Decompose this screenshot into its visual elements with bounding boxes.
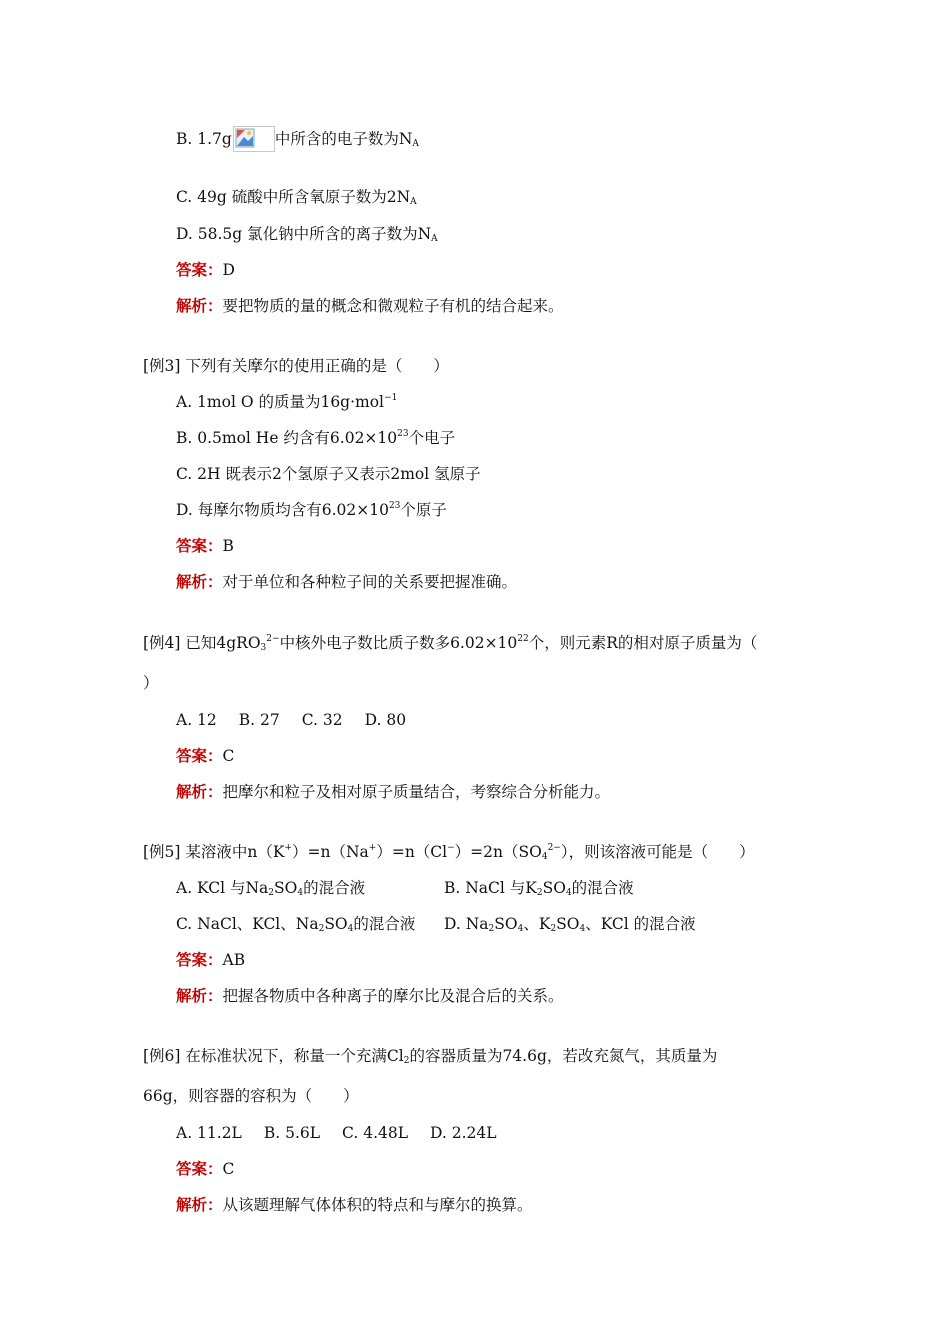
ex5-option-c: C. NaCl、KCl、$Na_2SO_4$的混合液 bbox=[176, 915, 416, 934]
ex6-analysis: 解析：从该题理解气体体积的特点和与摩尔的换算。 bbox=[176, 1195, 533, 1214]
ex6-stem-line2: 66g，则容器的容积为（ ） bbox=[143, 1087, 359, 1105]
ex3-stem: [例3] 下列有关摩尔的使用正确的是（ ） bbox=[143, 357, 449, 375]
ex5-options-row1 bbox=[176, 877, 876, 899]
ex3-option-a: A. 1mol O 的质量为16g·mol$^{-1}$ bbox=[176, 393, 398, 411]
ex5-option-b: B. NaCl 与$K_2SO_4$的混合液 bbox=[444, 879, 634, 898]
ex3-answer: 答案：B bbox=[176, 536, 234, 555]
ex3-option-c: C. 2H 既表示2个氢原子又表示2mol 氢原子 bbox=[176, 465, 481, 483]
ex5-stem: [例5] 某溶液中$n(K^+)=n(Na^+)=n(Cl^-)=2n(SO_4^{2-})$，则该溶液可能是（ ） bbox=[143, 843, 755, 862]
ex5-options-row2 bbox=[176, 913, 876, 935]
analysis-label: 解析： bbox=[176, 782, 223, 801]
ex3-option-d: D. 每摩尔物质均含有$6.02\times 10^{23}$个原子 bbox=[176, 501, 447, 519]
broken-image-icon bbox=[233, 126, 275, 152]
ex2-analysis: 解析：要把物质的量的概念和微观粒子有机的结合起来。 bbox=[176, 296, 564, 315]
answer-label: 答案： bbox=[176, 950, 223, 969]
analysis-label: 解析： bbox=[176, 986, 223, 1005]
answer-label: 答案： bbox=[176, 260, 223, 279]
answer-label: 答案： bbox=[176, 1159, 223, 1178]
ex2-option-c: C. 49g 硫酸中所含氧原子数为$2N_A$ bbox=[176, 188, 417, 207]
ex4-answer: 答案：C bbox=[176, 746, 235, 765]
ex3-analysis: 解析：对于单位和各种粒子间的关系要把握准确。 bbox=[176, 572, 518, 591]
ex5-analysis: 解析：把握各物质中各种离子的摩尔比及混合后的关系。 bbox=[176, 986, 564, 1005]
ex2-option-b: B. 1.7g 中所含的电子数为$N_A$ bbox=[176, 126, 419, 152]
ex5-answer: 答案：AB bbox=[176, 950, 246, 969]
ex2-answer: 答案：D bbox=[176, 260, 235, 279]
ex4-options: A. 12 B. 27 C. 32 D. 80 bbox=[176, 711, 407, 729]
ex5-option-d: D. $Na_2SO_4$、$K_2SO_4$、KCl 的混合液 bbox=[444, 915, 696, 934]
analysis-label: 解析： bbox=[176, 572, 223, 591]
ex2-option-d: D. 58.5g 氯化钠中所含的离子数为$N_A$ bbox=[176, 225, 438, 244]
analysis-label: 解析： bbox=[176, 1195, 223, 1214]
ex6-stem: [例6] 在标准状况下，称量一个充满$Cl_2$的容器质量为74.6g，若改充氮气，其质量为 bbox=[143, 1047, 718, 1066]
ex5-option-a: A. KCl 与$Na_2SO_4$的混合液 bbox=[176, 879, 366, 898]
ex4-stem: [例4] 已知4gRO$_3^{2-}$中核外电子数比质子数多$6.02\times 10^{22}$个，则元素R的相对原子质量为（ bbox=[143, 634, 758, 653]
ex4-stem-line2: ） bbox=[143, 674, 159, 692]
ex3-option-b: B. 0.5mol He 约含有$6.02\times 10^{23}$个电子 bbox=[176, 429, 456, 447]
ex6-answer: 答案：C bbox=[176, 1159, 235, 1178]
ex6-options: A. 11.2L B. 5.6L C. 4.48L D. 2.24L bbox=[176, 1124, 497, 1142]
answer-label: 答案： bbox=[176, 536, 223, 555]
analysis-label: 解析： bbox=[176, 296, 223, 315]
answer-label: 答案： bbox=[176, 746, 223, 765]
ex4-analysis: 解析：把摩尔和粒子及相对原子质量结合，考察综合分析能力。 bbox=[176, 782, 611, 801]
